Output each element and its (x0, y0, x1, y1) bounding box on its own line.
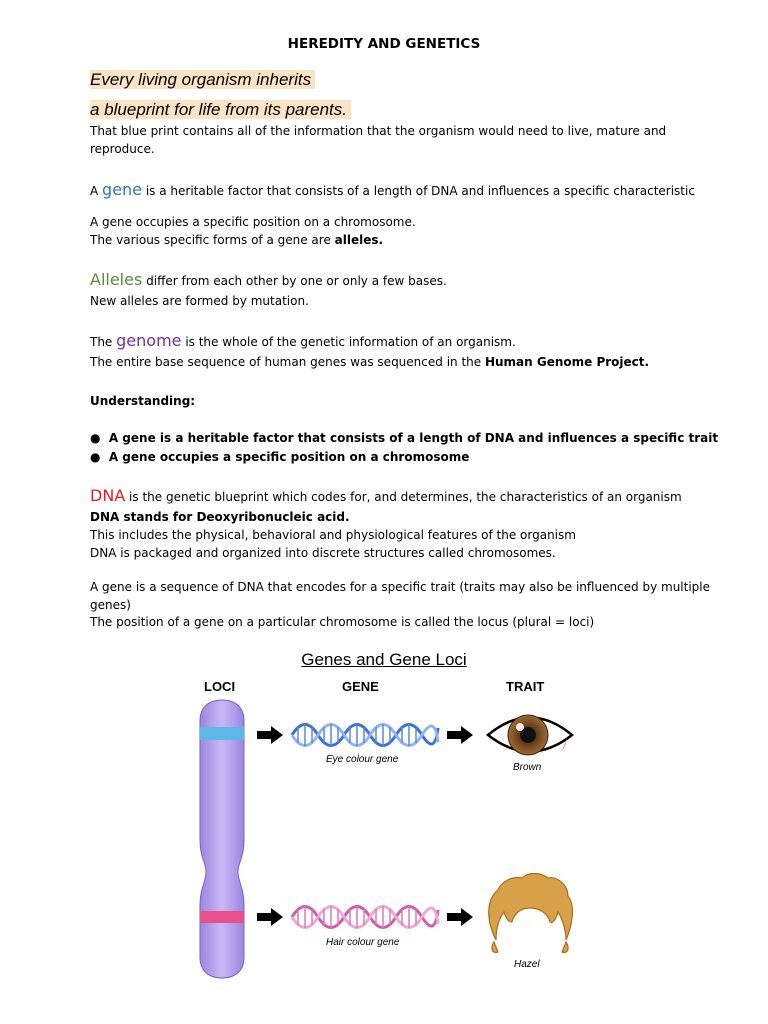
locus-band-hair (200, 911, 244, 923)
dna-stands-for: DNA stands for Deoxyribonucleic acid. (90, 510, 350, 524)
sequence-line1: A gene is a sequence of DNA that encodes for a specific trait (traits may also be influenced by multiple (90, 580, 711, 594)
dna-packaged: DNA is packaged and organized into discrete structures called chromosomes. (90, 546, 556, 560)
intro-para-line2: reproduce. (90, 142, 155, 156)
dna-term: DNA (90, 486, 126, 505)
understanding-bullet: ● A gene occupies a specific position on a chromosome (90, 450, 470, 464)
hair-icon (489, 874, 573, 953)
intro-highlight-2: a blueprint for life from its parents. (90, 99, 351, 121)
dna-helix-hair (292, 906, 438, 928)
page-title: HEREDITY AND GENETICS (287, 36, 481, 52)
locus-band-eye (200, 727, 244, 740)
header-loci: LOCI (204, 679, 236, 694)
sequence-line2: genes) (90, 598, 131, 612)
dna-helix-eye (292, 724, 438, 746)
alleles-mutation: New alleles are formed by mutation. (90, 294, 309, 308)
eye-icon (488, 715, 572, 755)
understanding-bullet: ● A gene is a heritable factor that consists of a length of DNA and influences a specific trait (90, 431, 719, 445)
header-gene: GENE (342, 679, 379, 694)
gene-term: gene (102, 180, 143, 199)
caption-hazel: Hazel (514, 959, 540, 970)
figure-title: Genes and Gene Loci (301, 650, 467, 669)
intro-para-line1: That blue print contains all of the information that the organism would need to live, mature and (90, 124, 667, 138)
arrow-icon (257, 726, 283, 744)
genome-project: The entire base sequence of human genes was sequenced in the Human Genome Project. (90, 355, 650, 369)
understanding-heading: Understanding: (90, 394, 196, 408)
genome-term: genome (116, 331, 182, 350)
arrow-icon (257, 908, 283, 926)
intro-highlight-1: Every living organism inherits (90, 69, 315, 91)
alleles-term: Alleles (90, 270, 143, 289)
caption-hair-colour-gene: Hair colour gene (326, 937, 400, 948)
gene-forms: The various specific forms of a gene are alleles. (90, 233, 384, 247)
caption-eye-colour-gene: Eye colour gene (326, 754, 399, 765)
genome-definition: The genome is the whole of the genetic information of an organism. (90, 331, 516, 350)
sequence-line3: The position of a gene on a particular chromosome is called the locus (plural = loci) (90, 615, 595, 629)
arrow-icon (447, 908, 473, 926)
dna-includes: This includes the physical, behavioral and physiological features of the organism (90, 528, 576, 542)
alleles-definition: Alleles differ from each other by one or only a few bases. (90, 270, 447, 289)
gene-definition: A gene is a heritable factor that consists of a length of DNA and influences a specific characteristic (90, 180, 695, 199)
header-trait: TRAIT (506, 679, 545, 694)
gene-position: A gene occupies a specific position on a chromosome. (90, 215, 416, 229)
caption-brown: Brown (513, 762, 542, 773)
dna-definition: DNA is the genetic blueprint which codes for, and determines, the characteristics of an organism (90, 486, 682, 505)
arrow-icon (447, 726, 473, 744)
chromosome (200, 700, 244, 978)
